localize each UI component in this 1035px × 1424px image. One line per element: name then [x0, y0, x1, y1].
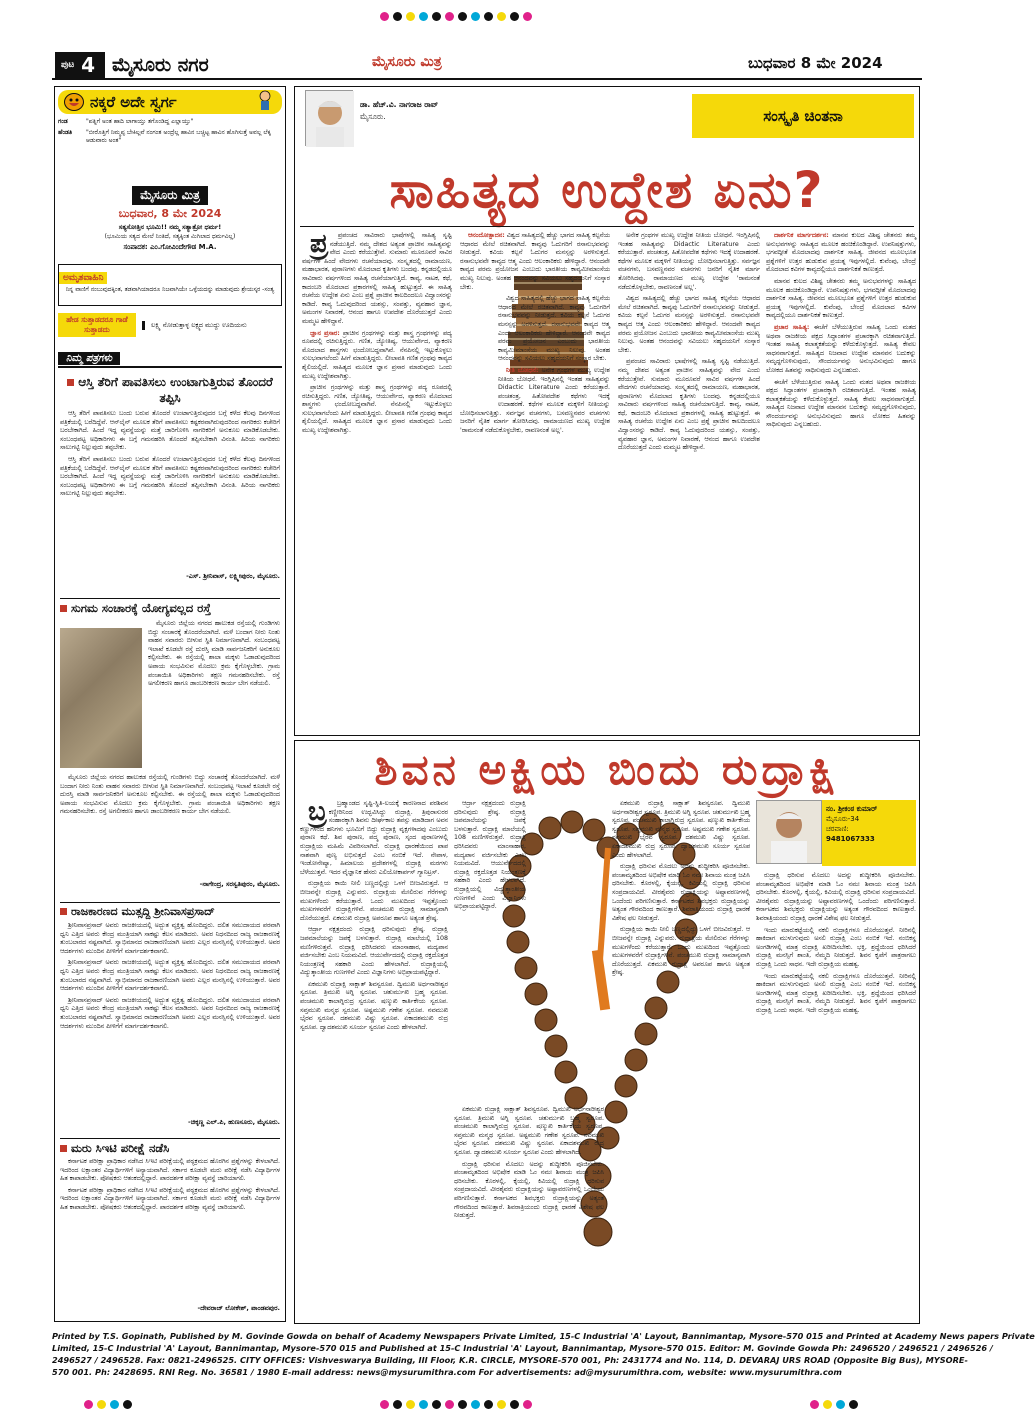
article-1-p12	[766, 324, 916, 376]
reg-dot	[445, 1400, 454, 1409]
letter-2-body-bottom	[60, 774, 280, 874]
reg-dot	[445, 12, 454, 21]
letter-3-body	[60, 922, 280, 1118]
reg-dot	[497, 1400, 506, 1409]
imprint-line-4: 570 001. Ph: 2428695. RNI Reg. No. 36581 / 1980 E-mail address: news@mysurumithra.com For advertisements: ad@mysurumithra.com, website: www.mysurumithra.com	[52, 1367, 842, 1377]
proverb-left: ಹೇಡ ಸುತ್ತಾಡದರೂ ಗಾಡೆ ಸುತ್ತಾಡದು	[58, 313, 136, 337]
article-2-p9: ರುದ್ರಾಕ್ಷಿ ಧರಿಸುವ ಮೊದಲು ಅದನ್ನು ಶುದ್ಧೀಕರಿಸಿ ಪೂಜಿಸಬೇಕು. ಪಂಚಾಮೃತದಿಂದ ಅಭಿಷೇಕ ಮಾಡಿ ಓಂ ನಮಃ ಶಿವಾಯ ಮಂತ್ರ ಜಪಿಸಿ ಧರಿಸಬೇಕು. ಕೊರಳಲ್ಲಿ, ಕೈಯಲ್ಲಿ, ಕಿವಿಯಲ್ಲಿ ರುದ್ರಾಕ್ಷಿ ಧರಿಸುವ ಸಂಪ್ರದಾಯವಿದೆ. ವೀರಶೈವರು ರುದ್ರಾಕ್ಷಿಯನ್ನು ಅಷ್ಟಾವರಣಗಳಲ್ಲಿ ಒಂದೆಂದು ಪರಿಗಣಿಸುತ್ತಾರೆ. ಕರ್ನಾಟಕದ ಶಿವಭಕ್ತರು ರುದ್ರಾಕ್ಷಿಯನ್ನು ಅತ್ಯಂತ ಗೌರವದಿಂದ ಕಾಣುತ್ತಾರೆ. ಶಿವರಾತ್ರಿಯಂದು ರುದ್ರಾಕ್ಷಿ ಧಾರಣೆ ವಿಶೇಷ ಫಲ ನೀಡುತ್ತದೆ.	[612, 863, 750, 922]
subhead-neeti: ನೀತಿ ಬೋಧನೆ:	[506, 366, 539, 374]
reg-dot	[110, 1400, 119, 1409]
reg-dot	[497, 12, 506, 21]
nakkare-text-2: "ಬೀರೊತ್ತಿಗೆ ನಿಮ್ಮಪ್ಪ ಬೇಕಿಲ್ಲವೆ ನಂಗಂತ ಅಂದ್ರೆಲ್ಲ ಹಾವಿನ ಬಚ್ಚಿಟ್ಟ ಹಾವಿನ ಹೊಗಿಸುತ್ತೆ ಅವಲ್ಲ ಲೆಕ್ಕ ಆಡುವಾರು ಅಂತ"	[86, 129, 271, 144]
article-2-author-box	[756, 800, 916, 866]
mm-line1: ಸತ್ಯಸೋತ್ತಿನ ಭೂಮಿ!! ನಮ್ಮ ಸತ್ಯಾತ್ರೋ ಧರ್ಮ!	[118, 223, 222, 231]
article-1-p10-text: ಮಾನವ ಕುಲದ ವಿಶಿಷ್ಟ ಚೇತನರು ತಮ್ಮ ಅನುಭವಗಳನ್ನು ಸಾಹಿತ್ಯದ ಮೂಲಕ ಹಂಚಿಕೊಂಡಿದ್ದಾರೆ. ಉಪನಿಷತ್ತುಗಳು, ಭಗವದ್ಗೀತೆ ಮೊದಲಾದವು ದಾರ್ಶನಿಕ ಸಾಹಿತ್ಯ. ಜೀವನದ ಮೂಲಭೂತ ಪ್ರಶ್ನೆಗಳಿಗೆ ಉತ್ತರ ಹುಡುಕುವ ಪ್ರಯತ್ನ ಇವುಗಳಲ್ಲಿದೆ. ಕುವೆಂಪು, ಬೇಂದ್ರೆ ಮೊದಲಾದ ಕವಿಗಳ ಕಾವ್ಯದಲ್ಲಿಯೂ ದಾರ್ಶನಿಕತೆ ಕಾಣುತ್ತದೆ.	[766, 232, 916, 274]
reg-dot	[510, 1400, 519, 1409]
article-2-p2: ರುದ್ರಾಕ್ಷಿಯ ಕಾಯಿ ನೀಲಿ ಬಣ್ಣದಲ್ಲಿದ್ದು ಒಳಗೆ ಬೀಜವಿರುತ್ತದೆ. ಆ ಬೀಜವನ್ನೇ ರುದ್ರಾಕ್ಷಿ ಎನ್ನುವರು. ರುದ್ರಾಕ್ಷಿಯ ಮೇಲಿರುವ ಗೆರೆಗಳನ್ನು ಮುಖಗಳೆಂದು ಕರೆಯುತ್ತಾರೆ. ಒಂದು ಮುಖದಿಂದ ಇಪ್ಪತ್ತೊಂದು ಮುಖಗಳವರೆಗೆ ರುದ್ರಾಕ್ಷಿಗಳಿವೆ. ಪಂಚಮುಖಿ ರುದ್ರಾಕ್ಷಿ ಸಾಮಾನ್ಯವಾಗಿ ದೊರೆಯುತ್ತದೆ. ಏಕಮುಖಿ ರುದ್ರಾಕ್ಷಿ ಅಪರೂಪ ಹಾಗೂ ಅತ್ಯಂತ ಶ್ರೇಷ್ಠ.	[300, 880, 448, 922]
proverb-box	[58, 310, 282, 340]
article-1-col-2	[460, 232, 610, 732]
reg-dot	[471, 12, 480, 21]
letter-4-title	[60, 1138, 280, 1155]
letter-2-paragraph: ಮೈಸೂರು ಜಿಲ್ಲೆಯ ನಗರದ ಹಾಲುಕಡ ರಸ್ತೆಯಲ್ಲಿ ಗುಂಡಿಗಳು ಬಿದ್ದು ಸಂಚಾರಕ್ಕೆ ತೊಂದರೆಯಾಗಿದೆ. ಮಳೆ ಬಂದಾಗ ನೀರು ನಿಂತು ವಾಹನ ಸವಾರರು ಬೀಳುವ ಸ್ಥಿತಿ ನಿರ್ಮಾಣವಾಗಿದೆ. ಸಂಬಂಧಪಟ್ಟ ಇಲಾಖೆ ಕೂಡಲೇ ರಸ್ತೆ ದುರಸ್ತಿ ಮಾಡಿ ಸಾರ್ವಜನಿಕರಿಗೆ ಅನುಕೂಲ ಕಲ್ಪಿಸಬೇಕು. ಈ ರಸ್ತೆಯಲ್ಲಿ ಶಾಲಾ ಮಕ್ಕಳು ಓಡಾಡುವುದರಿಂದ ಅಪಾಯ ಸಂಭವಿಸುವ ಮೊದಲು ಕ್ರಮ ಕೈಗೊಳ್ಳಬೇಕು. ಗ್ರಾಮ ಪಂಚಾಯಿತಿ ಅಧಿಕಾರಿಗಳು ತಕ್ಷಣ ಗಮನಹರಿಸಬೇಕು. ರಸ್ತೆ ಅಗಲೀಕರಣ ಹಾಗೂ ಡಾಂಬರೀಕರಣ ಕಾರ್ಯ ಬೇಗ ನಡೆಯಲಿ.	[148, 620, 280, 688]
article-2-phone: 9481067333	[826, 835, 875, 843]
article-2-p1-text: ಬ್ರಹ್ಮಾಂಡದ ಸೃಷ್ಟಿ-ಸ್ಥಿತಿ-ಲಯಕ್ಕೆ ಕಾರಣನಾದ ಪರಶಿವನ ಕಣ್ಣೀರಿನಿಂದ ಉದ್ಭವಿಸಿದ್ದು ರುದ್ರಾಕ್ಷಿ. ತ್ರಿಪುರಾಸುರರ ಸಂಹಾರಕ್ಕಾಗಿ ಶಿವನು ದೀರ್ಘಕಾಲ ತಪಸ್ಸು ಮಾಡಿದಾಗ ಅವನ ಕಣ್ಣುಗಳಿಂದ ಹನಿಗಳು ಭೂಮಿಗೆ ಬಿದ್ದು ರುದ್ರಾಕ್ಷಿ ವೃಕ್ಷಗಳಾದವು ಎಂಬುದು ಪುರಾಣ ಕಥೆ. ಶಿವ ಪುರಾಣ, ಪದ್ಮ ಪುರಾಣ, ಸ್ಕಂದ ಪುರಾಣಗಳಲ್ಲಿ ರುದ್ರಾಕ್ಷಿಯ ಮಹಿಮೆ ವಿವರಿಸಲಾಗಿದೆ. ರುದ್ರಾಕ್ಷಿ ಧಾರಣೆಯಿಂದ ಪಾಪ ನಾಶವಾಗಿ ಪುಣ್ಯ ಲಭಿಸುತ್ತದೆ ಎಂಬ ನಂಬಿಕೆ ಇದೆ. ನೇಪಾಳ, ಇಂಡೋನೇಷ್ಯಾ, ಹಿಮಾಲಯ ಪ್ರದೇಶಗಳಲ್ಲಿ ರುದ್ರಾಕ್ಷಿ ಮರಗಳು ಬೆಳೆಯುತ್ತವೆ. ಇದರ ವೈಜ್ಞಾನಿಕ ಹೆಸರು ಎಲಿಯೋಕಾರ್ಪಸ್ ಗ್ಯಾನಿಟ್ರಸ್.	[300, 800, 448, 876]
reg-dot	[458, 1400, 467, 1409]
article-1-p2-text: ಪ್ರಾಚೀನ ಗ್ರಂಥಗಳನ್ನು ಮತ್ತು ಶಾಸ್ತ್ರ ಗ್ರಂಥಗಳನ್ನು ಪದ್ಯ ರೂಪದಲ್ಲಿ ರಚಿಸುತ್ತಿದ್ದರು. ಗಣಿತ, ಜ್ಯೋತಿಷ್ಯ, ಆಯುರ್ವೇದ, ವ್ಯಾಕರಣ ಮೊದಲಾದ ಶಾಸ್ತ್ರಗಳು ಛಂದೋಬದ್ಧವಾಗಿವೆ. ನೆನಪಿನಲ್ಲಿ ಇಟ್ಟುಕೊಳ್ಳಲು ಸುಲಭವಾಗಲೆಂದು ಹೀಗೆ ಮಾಡುತ್ತಿದ್ದರು. ಲೀಲಾವತಿ ಗಣಿತ ಗ್ರಂಥವು ಕಾವ್ಯದ ಶೈಲಿಯಲ್ಲಿದೆ. ಸಾಹಿತ್ಯದ ಮೂಲಕ ಜ್ಞಾನ ಪ್ರಸಾರ ಮಾಡುವುದು ಒಂದು ಮುಖ್ಯ ಉದ್ದೇಶವಾಗಿತ್ತು.	[302, 329, 452, 380]
header-date: ಬುಧವಾರ 8 ಮೇ 2024	[748, 54, 883, 72]
cartoon-figure-icon	[254, 89, 276, 115]
reg-dot	[510, 12, 519, 21]
reg-dot	[823, 1400, 832, 1409]
article-1-p13: ಈಚೆಗೆ ಬೆಳೆಯುತ್ತಿರುವ ಸಾಹಿತ್ಯ ಒಂದು ಮತದ ಅಥವಾ ರಾಜಕೀಯ ಪಕ್ಷದ ಸಿದ್ಧಾಂತಗಳ ಪ್ರಚಾರಕ್ಕಾಗಿ ರಚಿತವಾಗುತ್ತಿದೆ. ಇಂತಹ ಸಾಹಿತ್ಯ ಕಲಾತ್ಮಕತೆಯನ್ನು ಕಳೆದುಕೊಳ್ಳುತ್ತದೆ. ಸಾಹಿತ್ಯ ಕೇವಲ ಸಾಧನವಾಗುತ್ತದೆ. ಸಾಹಿತ್ಯದ ನಿಜವಾದ ಉದ್ದೇಶ ಮಾನವನ ಬದುಕನ್ನು ಸಮೃದ್ಧಗೊಳಿಸುವುದು, ಸೌಂದರ್ಯವನ್ನು ಅನುಭವಿಸುವುದು ಹಾಗೂ ಲೋಕದ ಹಿತವನ್ನು ಸಾಧಿಸುವುದು ಎನ್ನಬಹುದು.	[766, 378, 916, 429]
letter-1-title	[60, 374, 280, 406]
letter-2-title	[60, 598, 280, 615]
article-1-p5: ವಿಶ್ವದ ಸಾಹಿತ್ಯದಲ್ಲಿ ಹೆಚ್ಚು ಭಾಗದ ಸಾಹಿತ್ಯ ಕಲ್ಪನೆಯ ಆಧಾರದ ಮೇಲೆ ರಚಿತವಾಗಿದೆ. ಕಾವ್ಯವು ಓದುಗರಿಗೆ ರಸಾನುಭವವನ್ನು ನೀಡುತ್ತದೆ. ಕವಿಯ ಕಲ್ಪನೆ ಓದುಗರ ಮನಸ್ಸನ್ನು ಅರಳಿಸುತ್ತದೆ. ರಸಾನುಭವವೇ ಕಾವ್ಯದ ಆತ್ಮ ಎಂದು ಆಲಂಕಾರಿಕರು ಹೇಳಿದ್ದಾರೆ. ಆನಂದವೇ ಕಾವ್ಯದ ಪರಮ ಪ್ರಯೋಜನ ಎಂಬುದು ಭಾರತೀಯ ಕಾವ್ಯಮೀಮಾಂಸೆಯ ಮುಖ್ಯ ನಿಲುವು. ಅಂತಹ ಆನಂದವನ್ನು ಸವಿಯಲು ಸಹೃದಯನಿಗೆ ಸಂಸ್ಕಾರ ಬೇಕು.	[498, 295, 610, 363]
article-2-phone-label: ಚರವಾಣಿ:	[826, 825, 849, 833]
article-2-col-3	[612, 800, 750, 1316]
laughing-face-icon	[64, 93, 84, 111]
article-1-p9: ಪ್ರಪಂಚದ ಸಾವಿರಾರು ಭಾಷೆಗಳಲ್ಲಿ ಸಾಹಿತ್ಯ ಸೃಷ್ಟಿ ನಡೆಯುತ್ತಿದೆ. ನಮ್ಮ ದೇಶದ ಅತ್ಯಂತ ಪ್ರಾಚೀನ ಸಾಹಿತ್ಯವನ್ನು ವೇದ ಎಂದು ಕರೆಯುತ್ತೇವೆ. ಸುಮಾರು ಮೂರೂವರೆ ಸಾವಿರ ವರ್ಷಗಳ ಹಿಂದೆ ವೇದಗಳು ರಚನೆಯಾದವು. ಸಂಸ್ಕೃತದಲ್ಲಿ ರಾಮಾಯಣ, ಮಹಾಭಾರತ, ಪುರಾಣಗಳು ಮೊದಲಾದ ಕೃತಿಗಳು ಬಂದವು. ಕನ್ನಡದಲ್ಲಿಯೂ ಸಾವಿರಾರು ವರ್ಷಗಳಿಂದ ಸಾಹಿತ್ಯ ರಚನೆಯಾಗುತ್ತಿದೆ. ಕಾವ್ಯ, ನಾಟಕ, ಕಥೆ, ಕಾದಂಬರಿ ಮೊದಲಾದ ಪ್ರಕಾರಗಳಲ್ಲಿ ಸಾಹಿತ್ಯ ಹುಟ್ಟುತ್ತದೆ. ಈ ಸಾಹಿತ್ಯ ರಚನೆಯ ಉದ್ದೇಶ ಏನು ಎಂಬ ಪ್ರಶ್ನೆ ಪ್ರಾಚೀನ ಕಾಲದಿಂದಲೂ ವಿದ್ವಾಂಸರನ್ನು ಕಾಡಿದೆ. ಕಾವ್ಯ ಓದುವುದರಿಂದ ಯಶಸ್ಸು, ಸಂಪತ್ತು, ವ್ಯವಹಾರ ಜ್ಞಾನ, ಅಮಂಗಳ ನಿವಾರಣೆ, ಆನಂದ ಹಾಗೂ ಉಪದೇಶ ದೊರೆಯುತ್ತದೆ ಎಂದು ಮಮ್ಮಟ ಹೇಳಿದ್ದಾನೆ.	[618, 358, 760, 452]
letter-1-paragraph: ಆಸ್ತಿ ತೆರಿಗೆ ಪಾವತಿಸಲು ಬಂದು ಬರುವ ತೊಂದರೆ ಉಂಟಾಗುತ್ತಿರುವುದರ ಬಗ್ಗೆ ಕಳೆದ ಕೆಲವು ದಿನಗಳಿಂದ ಪತ್ರಿಕೆಯಲ್ಲಿ ಬರೆದಿದ್ದೆವೆ. ಆನ್‌ಲೈನ್ ಮೂಲಕ ತೆರಿಗೆ ಪಾವತಿಸಲು ಕಷ್ಟಕರವಾಗಿರುವುದರಿಂದ ನಾಗರಿಕರು ಕಚೇರಿಗೆ ಬರಬೇಕಾಗಿದೆ. ಹಿಂದೆ ಇದ್ದ ವ್ಯವಸ್ಥೆಯನ್ನು ಮತ್ತೆ ಜಾರಿಗೊಳಿಸಿ ನಾಗರಿಕರಿಗೆ ಅನುಕೂಲ ಮಾಡಿಕೊಡಬೇಕು. ಸಂಬಂಧಪಟ್ಟ ಅಧಿಕಾರಿಗಳು ಈ ಬಗ್ಗೆ ಗಮನಹರಿಸಿ ತೊಂದರೆ ತಪ್ಪಿಸಬೇಕಾಗಿ ವಿನಂತಿ. ಹಿರಿಯ ನಾಗರಿಕರು ಸಾಲುಗಟ್ಟಿ ನಿಲ್ಲುವುದು ತಪ್ಪಬೇಕು.	[60, 410, 280, 452]
nakkare-text-1: "ಪತ್ನಿಗೆ ಅಂತ ಹಾದಿ ಲಾಗಾಯ್ತು ತಗೊಂಡಿದ್ದ ಎಲ್ಲಾಯ್ತು"	[86, 118, 194, 125]
title-rule	[300, 226, 914, 227]
article-2-p4: ಏಕಮುಖಿ ರುದ್ರಾಕ್ಷಿ ಸಾಕ್ಷಾತ್ ಶಿವಸ್ವರೂಪ. ದ್ವಿಮುಖಿ ಅರ್ಧನಾರೀಶ್ವರ ಸ್ವರೂಪ. ತ್ರಿಮುಖಿ ಅಗ್ನಿ ಸ್ವರೂಪ. ಚತುರ್ಮುಖಿ ಬ್ರಹ್ಮ ಸ್ವರೂಪ. ಪಂಚಮುಖಿ ಕಾಲಾಗ್ನಿರುದ್ರ ಸ್ವರೂಪ. ಷಣ್ಮುಖಿ ಕಾರ್ತಿಕೇಯ ಸ್ವರೂಪ. ಸಪ್ತಮುಖಿ ಮನ್ಮಥ ಸ್ವರೂಪ. ಅಷ್ಟಮುಖಿ ಗಣೇಶ ಸ್ವರೂಪ. ನವಮುಖಿ ಭೈರವ ಸ್ವರೂಪ. ದಶಮುಖಿ ವಿಷ್ಣು ಸ್ವರೂಪ. ಏಕಾದಶಮುಖಿ ರುದ್ರ ಸ್ವರೂಪ. ದ್ವಾದಶಮುಖಿ ಸೂರ್ಯ ಸ್ವರೂಪ ಎಂದು ಹೇಳಲಾಗಿದೆ.	[300, 980, 448, 1031]
amrutha-title: ಅಮೃತವಾಹಿನಿ	[59, 272, 107, 284]
letter-4	[60, 1138, 280, 1318]
letter-2	[60, 598, 280, 898]
article-1-p10	[766, 232, 916, 275]
letter-2-signature: -ನಾಗೇಂದ್ರ, ಸರಸ್ವತಿಪುರಂ, ಮೈಸೂರು.	[199, 880, 280, 888]
author-place: ಮೈಸೂರು.	[360, 112, 386, 121]
nakkare-box	[58, 90, 282, 180]
reg-dot	[432, 12, 441, 21]
letters-section-title: ನಿಮ್ಮ ಪತ್ರಗಳು	[58, 352, 120, 365]
reg-dot	[380, 1400, 389, 1409]
letter-4-paragraph: ಕರ್ನಾಟಕ ಪರೀಕ್ಷಾ ಪ್ರಾಧಿಕಾರ ನಡೆಸಿದ ಸಿಇಟಿ ಪರೀಕ್ಷೆಯಲ್ಲಿ ಪಠ್ಯಕ್ರಮದ ಹೊರಗಿನ ಪ್ರಶ್ನೆಗಳನ್ನು ಕೇಳಲಾಗಿದೆ. ಇದರಿಂದ ಲಕ್ಷಾಂತರ ವಿದ್ಯಾರ್ಥಿಗಳಿಗೆ ಅನ್ಯಾಯವಾಗಿದೆ. ಸರ್ಕಾರ ಕೂಡಲೇ ಮರು ಪರೀಕ್ಷೆ ನಡೆಸಿ ವಿದ್ಯಾರ್ಥಿಗಳ ಹಿತ ಕಾಪಾಡಬೇಕು. ಪೋಷಕರು ಆತಂಕದಲ್ಲಿದ್ದಾರೆ. ಪಾರದರ್ಶಕ ಪರೀಕ್ಷಾ ವ್ಯವಸ್ಥೆ ಜಾರಿಯಾಗಲಿ.	[60, 1158, 280, 1183]
article-2-p8: ಏಕಮುಖಿ ರುದ್ರಾಕ್ಷಿ ಸಾಕ್ಷಾತ್ ಶಿವಸ್ವರೂಪ. ದ್ವಿಮುಖಿ ಅರ್ಧನಾರೀಶ್ವರ ಸ್ವರೂಪ. ತ್ರಿಮುಖಿ ಅಗ್ನಿ ಸ್ವರೂಪ. ಚತುರ್ಮುಖಿ ಬ್ರಹ್ಮ ಸ್ವರೂಪ. ಪಂಚಮುಖಿ ಕಾಲಾಗ್ನಿರುದ್ರ ಸ್ವರೂಪ. ಷಣ್ಮುಖಿ ಕಾರ್ತಿಕೇಯ ಸ್ವರೂಪ. ಸಪ್ತಮುಖಿ ಮನ್ಮಥ ಸ್ವರೂಪ. ಅಷ್ಟಮುಖಿ ಗಣೇಶ ಸ್ವರೂಪ. ನವಮುಖಿ ಭೈರವ ಸ್ವರೂಪ. ದಶಮುಖಿ ವಿಷ್ಣು ಸ್ವರೂಪ. ಏಕಾದಶಮುಖಿ ರುದ್ರ ಸ್ವರೂಪ. ದ್ವಾದಶಮುಖಿ ಸೂರ್ಯ ಸ್ವರೂಪ ಎಂದು ಹೇಳಲಾಗಿದೆ.	[612, 800, 750, 859]
reg-dot	[406, 1400, 415, 1409]
imprint-line-1: Printed by T.S. Gopinath, Published by M. Govinde Gowda on behalf of Academy Newspapers Private Limited, 15-C Industrial 'A' Layout, Bannimantap, Mysore-570 015 and Printed at Academy News papers Private	[52, 1331, 1035, 1341]
amrutha-box	[58, 264, 282, 306]
registration-marks-side	[84, 1400, 132, 1409]
subhead-ananda: ಆನಂದೋತ್ಪಾದನ:	[468, 232, 505, 239]
reg-dot	[393, 12, 402, 21]
article-1-p12-text: ಈಚೆಗೆ ಬೆಳೆಯುತ್ತಿರುವ ಸಾಹಿತ್ಯ ಒಂದು ಮತದ ಅಥವಾ ರಾಜಕೀಯ ಪಕ್ಷದ ಸಿದ್ಧಾಂತಗಳ ಪ್ರಚಾರಕ್ಕಾಗಿ ರಚಿತವಾಗುತ್ತಿದೆ. ಇಂತಹ ಸಾಹಿತ್ಯ ಕಲಾತ್ಮಕತೆಯನ್ನು ಕಳೆದುಕೊಳ್ಳುತ್ತದೆ. ಸಾಹಿತ್ಯ ಕೇವಲ ಸಾಧನವಾಗುತ್ತದೆ. ಸಾಹಿತ್ಯದ ನಿಜವಾದ ಉದ್ದೇಶ ಮಾನವನ ಬದುಕನ್ನು ಸಮೃದ್ಧಗೊಳಿಸುವುದು, ಸೌಂದರ್ಯವನ್ನು ಅನುಭವಿಸುವುದು ಹಾಗೂ ಲೋಕದ ಹಿತವನ್ನು ಸಾಧಿಸುವುದು ಎನ್ನಬಹುದು.	[766, 323, 916, 374]
reg-dot	[419, 1400, 428, 1409]
nakkare-label-2: ಹೆಂಡತಿ	[58, 129, 73, 136]
bullet-icon	[60, 908, 67, 915]
reg-dot	[849, 1400, 858, 1409]
letter-1	[60, 374, 280, 592]
letter-3-title	[60, 902, 280, 919]
bullet-icon	[60, 605, 67, 612]
letter-1-body	[60, 410, 280, 570]
nakkare-title: ನಕ್ಕರೆ ಅದೇ ಸ್ವರ್ಗ	[90, 93, 177, 111]
registration-marks-top	[380, 12, 570, 24]
article-2-col-2	[454, 800, 526, 1100]
article-2-author-photo	[756, 800, 822, 864]
article-1-p8: ವಿಶ್ವದ ಸಾಹಿತ್ಯದಲ್ಲಿ ಹೆಚ್ಚು ಭಾಗದ ಸಾಹಿತ್ಯ ಕಲ್ಪನೆಯ ಆಧಾರದ ಮೇಲೆ ರಚಿತವಾಗಿದೆ. ಕಾವ್ಯವು ಓದುಗರಿಗೆ ರಸಾನುಭವವನ್ನು ನೀಡುತ್ತದೆ. ಕವಿಯ ಕಲ್ಪನೆ ಓದುಗರ ಮನಸ್ಸನ್ನು ಅರಳಿಸುತ್ತದೆ. ರಸಾನುಭವವೇ ಕಾವ್ಯದ ಆತ್ಮ ಎಂದು ಆಲಂಕಾರಿಕರು ಹೇಳಿದ್ದಾರೆ. ಆನಂದವೇ ಕಾವ್ಯದ ಪರಮ ಪ್ರಯೋಜನ ಎಂಬುದು ಭಾರತೀಯ ಕಾವ್ಯಮೀಮಾಂಸೆಯ ಮುಖ್ಯ ನಿಲುವು. ಅಂತಹ ಆನಂದವನ್ನು ಸವಿಯಲು ಸಹೃದಯನಿಗೆ ಸಂಸ್ಕಾರ ಬೇಕು.	[618, 295, 760, 354]
letter-4-title-text: ಮರು ಸಿಇಟಿ ಪರೀಕ್ಷೆ ನಡೆಸಿ	[71, 1141, 170, 1155]
letter-1-title-text: ಆಸ್ತಿ ತೆರಿಗೆ ಪಾವತಿಸಲು ಉಂಟಾಗುತ್ತಿರುವ ತೊಂದರೆ ತಪ್ಪಿಸಿ	[78, 375, 273, 405]
author-name: ಡಾ. ಹೆಚ್.ವಿ. ನಾಗರಾಜ ರಾವ್	[360, 100, 439, 109]
article-2-p3: ಆರ್ದ್ರಾ ನಕ್ಷತ್ರದಂದು ರುದ್ರಾಕ್ಷಿ ಧರಿಸುವುದು ಶ್ರೇಷ್ಠ. ರುದ್ರಾಕ್ಷಿ ಜಪಮಾಲೆಯನ್ನು ಜಪಕ್ಕೆ ಬಳಸುತ್ತಾರೆ. ರುದ್ರಾಕ್ಷಿ ಮಾಲೆಯಲ್ಲಿ 108 ಮಣಿಗಳಿರುತ್ತವೆ. ರುದ್ರಾಕ್ಷಿ ಧರಿಸಿದವರು ಮಾಂಸಾಹಾರ, ಮದ್ಯಪಾನ ವರ್ಜಿಸಬೇಕು ಎಂಬ ನಿಯಮವಿದೆ. ಆಯುರ್ವೇದದಲ್ಲಿ ರುದ್ರಾಕ್ಷಿ ರಕ್ತದೊತ್ತಡ ನಿಯಂತ್ರಣಕ್ಕೆ ಸಹಕಾರಿ ಎಂದು ಹೇಳಲಾಗಿದೆ. ರುದ್ರಾಕ್ಷಿಯಲ್ಲಿ ವಿದ್ಯುತ್ಕಾಂತೀಯ ಗುಣಗಳಿವೆ ಎಂದು ವಿಜ್ಞಾನಿಗಳು ಅಭಿಪ್ರಾಯಪಟ್ಟಿದ್ದಾರೆ.	[300, 926, 448, 977]
subhead-darshanika: ದಾರ್ಶನಿಕ ಮಾರ್ಗದರ್ಶನ:	[774, 232, 829, 239]
article-2-col-1	[300, 797, 448, 1316]
column-title: ಸಂಸ್ಕೃತಿ ಚಿಂತನಾ	[763, 107, 843, 125]
reg-dot	[484, 1400, 493, 1409]
reg-dot	[393, 1400, 402, 1409]
nakkare-label-1: ಗಂಡ	[58, 118, 68, 125]
article-2-p13: ಇಂದು ಮಾರುಕಟ್ಟೆಯಲ್ಲಿ ನಕಲಿ ರುದ್ರಾಕ್ಷಿಗಳೂ ದೊರೆಯುತ್ತವೆ. ನೀರಿನಲ್ಲಿ ಹಾಕಿದಾಗ ಮುಳುಗುವುದು ಅಸಲಿ ರುದ್ರಾಕ್ಷಿ ಎಂಬ ನಂಬಿಕೆ ಇದೆ. ನಂಬಿಕಸ್ಥ ಅಂಗಡಿಗಳಲ್ಲಿ ಮಾತ್ರ ರುದ್ರಾಕ್ಷಿ ಖರೀದಿಸಬೇಕು. ಭಕ್ತಿ, ಶ್ರದ್ಧೆಯಿಂದ ಧರಿಸಿದರೆ ರುದ್ರಾಕ್ಷಿ ಮನಸ್ಸಿಗೆ ಶಾಂತಿ, ನೆಮ್ಮದಿ ನೀಡುತ್ತದೆ. ಶಿವನ ಕೃಪೆಗೆ ಪಾತ್ರರಾಗಲು ರುದ್ರಾಕ್ಷಿ ಒಂದು ಸಾಧನ. ಇದೇ ರುದ್ರಾಕ್ಷಿಯ ಮಹತ್ವ.	[756, 972, 916, 1014]
mm-logo: ಮೈಸೂರು ಮಿತ್ರ	[132, 186, 208, 205]
letter-2-body-top	[148, 620, 280, 770]
article-2-author-place: ಮೈಸೂರು-34	[826, 815, 860, 823]
article-2-author-name: ನಂ. ಶ್ರೀಕಂಠ ಕುಮಾರ್	[826, 805, 878, 813]
article-1-p3: ಪ್ರಾಚೀನ ಗ್ರಂಥಗಳನ್ನು ಮತ್ತು ಶಾಸ್ತ್ರ ಗ್ರಂಥಗಳನ್ನು ಪದ್ಯ ರೂಪದಲ್ಲಿ ರಚಿಸುತ್ತಿದ್ದರು. ಗಣಿತ, ಜ್ಯೋತಿಷ್ಯ, ಆಯುರ್ವೇದ, ವ್ಯಾಕರಣ ಮೊದಲಾದ ಶಾಸ್ತ್ರಗಳು ಛಂದೋಬದ್ಧವಾಗಿವೆ. ನೆನಪಿನಲ್ಲಿ ಇಟ್ಟುಕೊಳ್ಳಲು ಸುಲಭವಾಗಲೆಂದು ಹೀಗೆ ಮಾಡುತ್ತಿದ್ದರು. ಲೀಲಾವತಿ ಗಣಿತ ಗ್ರಂಥವು ಕಾವ್ಯದ ಶೈಲಿಯಲ್ಲಿದೆ. ಸಾಹಿತ್ಯದ ಮೂಲಕ ಜ್ಞಾನ ಪ್ರಸಾರ ಮಾಡುವುದು ಒಂದು ಮುಖ್ಯ ಉದ್ದೇಶವಾಗಿತ್ತು.	[302, 384, 452, 435]
registration-marks-bottom	[380, 1400, 570, 1412]
reg-dot	[523, 1400, 532, 1409]
article-2-p11: ರುದ್ರಾಕ್ಷಿ ಧರಿಸುವ ಮೊದಲು ಅದನ್ನು ಶುದ್ಧೀಕರಿಸಿ ಪೂಜಿಸಬೇಕು. ಪಂಚಾಮೃತದಿಂದ ಅಭಿಷೇಕ ಮಾಡಿ ಓಂ ನಮಃ ಶಿವಾಯ ಮಂತ್ರ ಜಪಿಸಿ ಧರಿಸಬೇಕು. ಕೊರಳಲ್ಲಿ, ಕೈಯಲ್ಲಿ, ಕಿವಿಯಲ್ಲಿ ರುದ್ರಾಕ್ಷಿ ಧರಿಸುವ ಸಂಪ್ರದಾಯವಿದೆ. ವೀರಶೈವರು ರುದ್ರಾಕ್ಷಿಯನ್ನು ಅಷ್ಟಾವರಣಗಳಲ್ಲಿ ಒಂದೆಂದು ಪರಿಗಣಿಸುತ್ತಾರೆ. ಕರ್ನಾಟಕದ ಶಿವಭಕ್ತರು ರುದ್ರಾಕ್ಷಿಯನ್ನು ಅತ್ಯಂತ ಗೌರವದಿಂದ ಕಾಣುತ್ತಾರೆ. ಶಿವರಾತ್ರಿಯಂದು ರುದ್ರಾಕ್ಷಿ ಧಾರಣೆ ವಿಶೇಷ ಫಲ ನೀಡುತ್ತದೆ.	[756, 872, 916, 922]
reg-dot	[471, 1400, 480, 1409]
article-1-col-4	[766, 232, 916, 732]
masthead-logo: ಮೈಸೂರು ಮಿತ್ರ	[372, 54, 442, 70]
subhead-jnana: ಜ್ಞಾನ ಪ್ರಸಾರ:	[310, 329, 340, 337]
article-2-p5: ಆರ್ದ್ರಾ ನಕ್ಷತ್ರದಂದು ರುದ್ರಾಕ್ಷಿ ಧರಿಸುವುದು ಶ್ರೇಷ್ಠ. ರುದ್ರಾಕ್ಷಿ ಜಪಮಾಲೆಯನ್ನು ಜಪಕ್ಕೆ ಬಳಸುತ್ತಾರೆ. ರುದ್ರಾಕ್ಷಿ ಮಾಲೆಯಲ್ಲಿ 108 ಮಣಿಗಳಿರುತ್ತವೆ. ರುದ್ರಾಕ್ಷಿ ಧರಿಸಿದವರು ಮಾಂಸಾಹಾರ, ಮದ್ಯಪಾನ ವರ್ಜಿಸಬೇಕು ಎಂಬ ನಿಯಮವಿದೆ. ಆಯುರ್ವೇದದಲ್ಲಿ ರುದ್ರಾಕ್ಷಿ ರಕ್ತದೊತ್ತಡ ನಿಯಂತ್ರಣಕ್ಕೆ ಸಹಕಾರಿ ಎಂದು ಹೇಳಲಾಗಿದೆ. ರುದ್ರಾಕ್ಷಿಯಲ್ಲಿ ವಿದ್ಯುತ್ಕಾಂತೀಯ ಗುಣಗಳಿವೆ ಎಂದು ವಿಜ್ಞಾನಿಗಳು ಅಭಿಪ್ರಾಯಪಟ್ಟಿದ್ದಾರೆ.	[454, 800, 526, 911]
page-number-tag	[55, 52, 105, 78]
article-1-p6-text: ಅನೇಕ ಗ್ರಂಥಗಳ ಮುಖ್ಯ ಉದ್ದೇಶ ನೀತಿಯ ಬೋಧನೆ. ಇಂಗ್ಲಿಷಿನಲ್ಲಿ ಇಂತಹ ಸಾಹಿತ್ಯವನ್ನು Didactic Literature ಎಂದು ಕರೆಯುತ್ತಾರೆ. ಪಂಚತಂತ್ರ, ಹಿತೋಪದೇಶ ಕಥೆಗಳು ಇದಕ್ಕೆ ಉದಾಹರಣೆ. ಕಥೆಗಳ ಮೂಲಕ ಮಕ್ಕಳಿಗೆ ನೀತಿಯನ್ನು ಬೋಧಿಸಲಾಗುತ್ತಿತ್ತು. ಸರ್ವಜ್ಞನ ವಚನಗಳು, ಬಸವಣ್ಣನವರ ವಚನಗಳು ಜನರಿಗೆ ನೈತಿಕ ಮಾರ್ಗ ತೋರಿಸಿದವು. ರಾಮಾಯಣದ ಮುಖ್ಯ ಉದ್ದೇಶ 'ರಾಮನಂತೆ ನಡೆದುಕೊಳ್ಳಬೇಕು, ರಾವಣನಂತೆ ಅಲ್ಲ'.	[460, 366, 610, 435]
article-1-p4-text: ವಿಶ್ವದ ಸಾಹಿತ್ಯದಲ್ಲಿ ಹೆಚ್ಚು ಭಾಗದ ಸಾಹಿತ್ಯ ಕಲ್ಪನೆಯ ಆಧಾರದ ಮೇಲೆ ರಚಿತವಾಗಿದೆ. ಕಾವ್ಯವು ಓದುಗರಿಗೆ ರಸಾನುಭವವನ್ನು ನೀಡುತ್ತದೆ. ಕವಿಯ ಕಲ್ಪನೆ ಓದುಗರ ಮನಸ್ಸನ್ನು ಅರಳಿಸುತ್ತದೆ. ರಸಾನುಭವವೇ ಕಾವ್ಯದ ಆತ್ಮ ಎಂದು ಆಲಂಕಾರಿಕರು ಹೇಳಿದ್ದಾರೆ. ಆನಂದವೇ ಕಾವ್ಯದ ಪರಮ ಪ್ರಯೋಜನ ಎಂಬುದು ಭಾರತೀಯ ಕಾವ್ಯಮೀಮಾಂಸೆಯ ಮುಖ್ಯ ನಿಲುವು. ಅಂತಹ ಆನಂದವನ್ನು ಸವಿಯಲು ಸಹೃದಯನಿಗೆ ಸಂಸ್ಕಾರ ಬೇಕು.	[460, 232, 610, 291]
letter-3-paragraph-2: ಶ್ರೀನಿವಾಸಪ್ರಸಾದ್ ಅವರು ರಾಜಕೀಯದಲ್ಲಿ ಅದ್ಭುತ ವ್ಯಕ್ತಿತ್ವ ಹೊಂದಿದ್ದರು. ದಲಿತ ಸಮುದಾಯದ ಪರವಾಗಿ ಧ್ವನಿ ಎತ್ತಿದ ಅವರು ಕೇಂದ್ರ ಮಂತ್ರಿಯಾಗಿ ಸಾಕಷ್ಟು ಕೆಲಸ ಮಾಡಿದರು. ಅವರ ನಿಧನದಿಂದ ರಾಜ್ಯ ರಾಜಕಾರಣಕ್ಕೆ ತುಂಬಲಾರದ ನಷ್ಟವಾಗಿದೆ. ಸ್ವಾಭಿಮಾನದ ರಾಜಕಾರಣಿಯಾಗಿ ಅವರು ಎಲ್ಲರ ಮನಸ್ಸಿನಲ್ಲಿ ಉಳಿಯುತ್ತಾರೆ. ಅವರ ಆದರ್ಶಗಳು ಮುಂದಿನ ಪೀಳಿಗೆಗೆ ಮಾರ್ಗದರ್ಶಕವಾಗಲಿ.	[60, 959, 280, 993]
letter-1-paragraph-2: ಆಸ್ತಿ ತೆರಿಗೆ ಪಾವತಿಸಲು ಬಂದು ಬರುವ ತೊಂದರೆ ಉಂಟಾಗುತ್ತಿರುವುದರ ಬಗ್ಗೆ ಕಳೆದ ಕೆಲವು ದಿನಗಳಿಂದ ಪತ್ರಿಕೆಯಲ್ಲಿ ಬರೆದಿದ್ದೆವೆ. ಆನ್‌ಲೈನ್ ಮೂಲಕ ತೆರಿಗೆ ಪಾವತಿಸಲು ಕಷ್ಟಕರವಾಗಿರುವುದರಿಂದ ನಾಗರಿಕರು ಕಚೇರಿಗೆ ಬರಬೇಕಾಗಿದೆ. ಹಿಂದೆ ಇದ್ದ ವ್ಯವಸ್ಥೆಯನ್ನು ಮತ್ತೆ ಜಾರಿಗೊಳಿಸಿ ನಾಗರಿಕರಿಗೆ ಅನುಕೂಲ ಮಾಡಿಕೊಡಬೇಕು. ಸಂಬಂಧಪಟ್ಟ ಅಧಿಕಾರಿಗಳು ಈ ಬಗ್ಗೆ ಗಮನಹರಿಸಿ ತೊಂದರೆ ತಪ್ಪಿಸಬೇಕಾಗಿ ವಿನಂತಿ. ಹಿರಿಯ ನಾಗರಿಕರು ಸಾಲುಗಟ್ಟಿ ನಿಲ್ಲುವುದು ತಪ್ಪಬೇಕು.	[60, 455, 280, 498]
article-2-p1	[300, 797, 448, 877]
article-2-p6: ಏಕಮುಖಿ ರುದ್ರಾಕ್ಷಿ ಸಾಕ್ಷಾತ್ ಶಿವಸ್ವರೂಪ. ದ್ವಿಮುಖಿ ಅರ್ಧನಾರೀಶ್ವರ ಸ್ವರೂಪ. ತ್ರಿಮುಖಿ ಅಗ್ನಿ ಸ್ವರೂಪ. ಚತುರ್ಮುಖಿ ಬ್ರಹ್ಮ ಸ್ವರೂಪ. ಪಂಚಮುಖಿ ಕಾಲಾಗ್ನಿರುದ್ರ ಸ್ವರೂಪ. ಷಣ್ಮುಖಿ ಕಾರ್ತಿಕೇಯ ಸ್ವರೂಪ. ಸಪ್ತಮುಖಿ ಮನ್ಮಥ ಸ್ವರೂಪ. ಅಷ್ಟಮುಖಿ ಗಣೇಶ ಸ್ವರೂಪ. ನವಮುಖಿ ಭೈರವ ಸ್ವರೂಪ. ದಶಮುಖಿ ವಿಷ್ಣು ಸ್ವರೂಪ. ಏಕಾದಶಮುಖಿ ರುದ್ರ ಸ್ವರೂಪ. ದ್ವಾದಶಮುಖಿ ಸೂರ್ಯ ಸ್ವರೂಪ ಎಂದು ಹೇಳಲಾಗಿದೆ.	[454, 1106, 604, 1156]
reg-dot	[810, 1400, 819, 1409]
article-1-p2	[302, 330, 452, 382]
reg-dot	[432, 1400, 441, 1409]
road-photo	[60, 628, 142, 768]
registration-marks-side-right	[810, 1400, 858, 1409]
imprint-footer	[52, 1330, 1035, 1378]
article-1-col-3	[618, 232, 760, 732]
article-1-title: ಸಾಹಿತ್ಯದ ಉದ್ದೇಶ ಏನು?	[389, 161, 825, 219]
letter-4-paragraph-2: ಕರ್ನಾಟಕ ಪರೀಕ್ಷಾ ಪ್ರಾಧಿಕಾರ ನಡೆಸಿದ ಸಿಇಟಿ ಪರೀಕ್ಷೆಯಲ್ಲಿ ಪಠ್ಯಕ್ರಮದ ಹೊರಗಿನ ಪ್ರಶ್ನೆಗಳನ್ನು ಕೇಳಲಾಗಿದೆ. ಇದರಿಂದ ಲಕ್ಷಾಂತರ ವಿದ್ಯಾರ್ಥಿಗಳಿಗೆ ಅನ್ಯಾಯವಾಗಿದೆ. ಸರ್ಕಾರ ಕೂಡಲೇ ಮರು ಪರೀಕ್ಷೆ ನಡೆಸಿ ವಿದ್ಯಾರ್ಥಿಗಳ ಹಿತ ಕಾಪಾಡಬೇಕು. ಪೋಷಕರು ಆತಂಕದಲ್ಲಿದ್ದಾರೆ. ಪಾರದರ್ಶಕ ಪರೀಕ್ಷಾ ವ್ಯವಸ್ಥೆ ಜಾರಿಯಾಗಲಿ.	[60, 1186, 280, 1211]
proverb-right: ಲಕ್ಷ್ಮಿ ನೋಡುತ್ತಾಳ್ಳ ಲಕ್ಷ್ಮದ ಮುದ್ದು ಊದಿಯನು	[142, 321, 282, 330]
article-1-col-1	[302, 229, 452, 732]
reg-dot	[523, 12, 532, 21]
letter-4-signature: -ದೇವರಾಜ್ ಲೋಕೇಶ್, ಪಾಂಡವಪುರ.	[197, 1304, 280, 1312]
letter-3	[60, 902, 280, 1134]
reg-dot	[419, 12, 428, 21]
reg-dot	[458, 12, 467, 21]
letter-2-title-text: ಸುಗಮ ಸಂಚಾರಕ್ಕೆ ಯೋಗ್ಯವಲ್ಲದ ರಸ್ತೆ	[71, 601, 211, 615]
article-1-p1-text: ಪ್ರಪಂಚದ ಸಾವಿರಾರು ಭಾಷೆಗಳಲ್ಲಿ ಸಾಹಿತ್ಯ ಸೃಷ್ಟಿ ನಡೆಯುತ್ತಿದೆ. ನಮ್ಮ ದೇಶದ ಅತ್ಯಂತ ಪ್ರಾಚೀನ ಸಾಹಿತ್ಯವನ್ನು ವೇದ ಎಂದು ಕರೆಯುತ್ತೇವೆ. ಸುಮಾರು ಮೂರೂವರೆ ಸಾವಿರ ವರ್ಷಗಳ ಹಿಂದೆ ವೇದಗಳು ರಚನೆಯಾದವು. ಸಂಸ್ಕೃತದಲ್ಲಿ ರಾಮಾಯಣ, ಮಹಾಭಾರತ, ಪುರಾಣಗಳು ಮೊದಲಾದ ಕೃತಿಗಳು ಬಂದವು. ಕನ್ನಡದಲ್ಲಿಯೂ ಸಾವಿರಾರು ವರ್ಷಗಳಿಂದ ಸಾಹಿತ್ಯ ರಚನೆಯಾಗುತ್ತಿದೆ. ಕಾವ್ಯ, ನಾಟಕ, ಕಥೆ, ಕಾದಂಬರಿ ಮೊದಲಾದ ಪ್ರಕಾರಗಳಲ್ಲಿ ಸಾಹಿತ್ಯ ಹುಟ್ಟುತ್ತದೆ. ಈ ಸಾಹಿತ್ಯ ರಚನೆಯ ಉದ್ದೇಶ ಏನು ಎಂಬ ಪ್ರಶ್ನೆ ಪ್ರಾಚೀನ ಕಾಲದಿಂದಲೂ ವಿದ್ವಾಂಸರನ್ನು ಕಾಡಿದೆ. ಕಾವ್ಯ ಓದುವುದರಿಂದ ಯಶಸ್ಸು, ಸಂಪತ್ತು, ವ್ಯವಹಾರ ಜ್ಞಾನ, ಅಮಂಗಳ ನಿವಾರಣೆ, ಆನಂದ ಹಾಗೂ ಉಪದೇಶ ದೊರೆಯುತ್ತದೆ ಎಂದು ಮಮ್ಮಟ ಹೇಳಿದ್ದಾನೆ.	[302, 232, 452, 325]
reg-dot	[380, 12, 389, 21]
subhead-prachara: ಪ್ರಚಾರ ಸಾಹಿತ್ಯ:	[774, 323, 810, 331]
reg-dot	[406, 12, 415, 21]
nakkare-banner	[58, 90, 282, 114]
letter-1-signature: -ಎಸ್. ಶ್ರೀನಿವಾಸ್, ಲಕ್ಷ್ಮೀಪುರಂ, ಮೈಸೂರು.	[186, 572, 280, 580]
reg-dot	[123, 1400, 132, 1409]
reg-dot	[484, 12, 493, 21]
page-label: ಪುಟ	[61, 60, 75, 70]
bullet-icon	[67, 379, 74, 386]
drop-cap-2: ಬ್ರ	[308, 797, 327, 827]
reg-dot	[84, 1400, 93, 1409]
article-2-p12: ಇಂದು ಮಾರುಕಟ್ಟೆಯಲ್ಲಿ ನಕಲಿ ರುದ್ರಾಕ್ಷಿಗಳೂ ದೊರೆಯುತ್ತವೆ. ನೀರಿನಲ್ಲಿ ಹಾಕಿದಾಗ ಮುಳುಗುವುದು ಅಸಲಿ ರುದ್ರಾಕ್ಷಿ ಎಂಬ ನಂಬಿಕೆ ಇದೆ. ನಂಬಿಕಸ್ಥ ಅಂಗಡಿಗಳಲ್ಲಿ ಮಾತ್ರ ರುದ್ರಾಕ್ಷಿ ಖರೀದಿಸಬೇಕು. ಭಕ್ತಿ, ಶ್ರದ್ಧೆಯಿಂದ ಧರಿಸಿದರೆ ರುದ್ರಾಕ್ಷಿ ಮನಸ್ಸಿಗೆ ಶಾಂತಿ, ನೆಮ್ಮದಿ ನೀಡುತ್ತದೆ. ಶಿವನ ಕೃಪೆಗೆ ಪಾತ್ರರಾಗಲು ರುದ್ರಾಕ್ಷಿ ಒಂದು ಸಾಧನ. ಇದೇ ರುದ್ರಾಕ್ಷಿಯ ಮಹತ್ವ.	[756, 926, 916, 968]
mm-date: ಬುಧವಾರ, 8 ಮೇ 2024	[118, 207, 222, 220]
letter-3-paragraph-3: ಶ್ರೀನಿವಾಸಪ್ರಸಾದ್ ಅವರು ರಾಜಕೀಯದಲ್ಲಿ ಅದ್ಭುತ ವ್ಯಕ್ತಿತ್ವ ಹೊಂದಿದ್ದರು. ದಲಿತ ಸಮುದಾಯದ ಪರವಾಗಿ ಧ್ವನಿ ಎತ್ತಿದ ಅವರು ಕೇಂದ್ರ ಮಂತ್ರಿಯಾಗಿ ಸಾಕಷ್ಟು ಕೆಲಸ ಮಾಡಿದರು. ಅವರ ನಿಧನದಿಂದ ರಾಜ್ಯ ರಾಜಕಾರಣಕ್ಕೆ ತುಂಬಲಾರದ ನಷ್ಟವಾಗಿದೆ. ಸ್ವಾಭಿಮಾನದ ರಾಜಕಾರಣಿಯಾಗಿ ಅವರು ಎಲ್ಲರ ಮನಸ್ಸಿನಲ್ಲಿ ಉಳಿಯುತ್ತಾರೆ. ಅವರ ಆದರ್ಶಗಳು ಮುಂದಿನ ಪೀಳಿಗೆಗೆ ಮಾರ್ಗದರ್ಶಕವಾಗಲಿ.	[60, 996, 280, 1030]
amrutha-text: ನಿನ್ನ ವಾಣಿಗೆ ನಂಬುವುದಕ್ಕಿಂತ, ತಡವಾಗಿಯಾದರೂ ನಿಜವಾಗಿಯೇ ಒಳ್ಳೆಯದನ್ನು ಮಾಡುವುದು ಶ್ರೇಯಸ್ಕರ -ಸಂತ್ಯ	[65, 286, 275, 293]
article-2-title: ಶಿವನ ಅಕ್ಷಿಯ ಬಿಂದು ರುದ್ರಾಕ್ಷಿ	[374, 745, 840, 794]
author-photo	[305, 90, 353, 146]
article-2-col-2b	[454, 1106, 604, 1316]
letter-4-body	[60, 1158, 280, 1304]
reg-dot	[97, 1400, 106, 1409]
page-number: 4	[81, 53, 96, 77]
article-2-p7: ರುದ್ರಾಕ್ಷಿ ಧರಿಸುವ ಮೊದಲು ಅದನ್ನು ಶುದ್ಧೀಕರಿಸಿ ಪೂಜಿಸಬೇಕು. ಪಂಚಾಮೃತದಿಂದ ಅಭಿಷೇಕ ಮಾಡಿ ಓಂ ನಮಃ ಶಿವಾಯ ಮಂತ್ರ ಜಪಿಸಿ ಧರಿಸಬೇಕು. ಕೊರಳಲ್ಲಿ, ಕೈಯಲ್ಲಿ, ಕಿವಿಯಲ್ಲಿ ರುದ್ರಾಕ್ಷಿ ಧರಿಸುವ ಸಂಪ್ರದಾಯವಿದೆ. ವೀರಶೈವರು ರುದ್ರಾಕ್ಷಿಯನ್ನು ಅಷ್ಟಾವರಣಗಳಲ್ಲಿ ಒಂದೆಂದು ಪರಿಗಣಿಸುತ್ತಾರೆ. ಕರ್ನಾಟಕದ ಶಿವಭಕ್ತರು ರುದ್ರಾಕ್ಷಿಯನ್ನು ಅತ್ಯಂತ ಗೌರವದಿಂದ ಕಾಣುತ್ತಾರೆ. ಶಿವರಾತ್ರಿಯಂದು ರುದ್ರಾಕ್ಷಿ ಧಾರಣೆ ವಿಶೇಷ ಫಲ ನೀಡುತ್ತದೆ.	[454, 1160, 604, 1220]
masthead-info-box	[58, 184, 282, 260]
mm-editor: ಸಂಪಾದಕ: ಎಂ.ಗೋವಿಂದೇಗೌಡ M.A.	[123, 243, 217, 251]
article-1-p1	[302, 229, 452, 327]
imprint-line-2: Limited, 15-C Industrial 'A' Layout, Bannimantap, Mysore-570 015 and Published at 15-C Industrial 'A' Layout, Bannimantap, Mysore-570 015. Editor: M. Govinde Gowda Ph: 2496520 / 2496521 / 2496526 /	[52, 1343, 993, 1353]
article-1-p11: ಮಾನವ ಕುಲದ ವಿಶಿಷ್ಟ ಚೇತನರು ತಮ್ಮ ಅನುಭವಗಳನ್ನು ಸಾಹಿತ್ಯದ ಮೂಲಕ ಹಂಚಿಕೊಂಡಿದ್ದಾರೆ. ಉಪನಿಷತ್ತುಗಳು, ಭಗವದ್ಗೀತೆ ಮೊದಲಾದವು ದಾರ್ಶನಿಕ ಸಾಹಿತ್ಯ. ಜೀವನದ ಮೂಲಭೂತ ಪ್ರಶ್ನೆಗಳಿಗೆ ಉತ್ತರ ಹುಡುಕುವ ಪ್ರಯತ್ನ ಇವುಗಳಲ್ಲಿದೆ. ಕುವೆಂಪು, ಬೇಂದ್ರೆ ಮೊದಲಾದ ಕವಿಗಳ ಕಾವ್ಯದಲ್ಲಿಯೂ ದಾರ್ಶನಿಕತೆ ಕಾಣುತ್ತದೆ.	[766, 277, 916, 320]
bullet-icon	[60, 1145, 67, 1152]
reg-dot	[836, 1400, 845, 1409]
drop-cap: ಪ್ರ	[310, 229, 328, 259]
article-2-col-4	[756, 872, 916, 1316]
column-banner	[692, 94, 914, 138]
article-1-p7: ಅನೇಕ ಗ್ರಂಥಗಳ ಮುಖ್ಯ ಉದ್ದೇಶ ನೀತಿಯ ಬೋಧನೆ. ಇಂಗ್ಲಿಷಿನಲ್ಲಿ ಇಂತಹ ಸಾಹಿತ್ಯವನ್ನು Didactic Literature ಎಂದು ಕರೆಯುತ್ತಾರೆ. ಪಂಚತಂತ್ರ, ಹಿತೋಪದೇಶ ಕಥೆಗಳು ಇದಕ್ಕೆ ಉದಾಹರಣೆ. ಕಥೆಗಳ ಮೂಲಕ ಮಕ್ಕಳಿಗೆ ನೀತಿಯನ್ನು ಬೋಧಿಸಲಾಗುತ್ತಿತ್ತು. ಸರ್ವಜ್ಞನ ವಚನಗಳು, ಬಸವಣ್ಣನವರ ವಚನಗಳು ಜನರಿಗೆ ನೈತಿಕ ಮಾರ್ಗ ತೋರಿಸಿದವು. ರಾಮಾಯಣದ ಮುಖ್ಯ ಉದ್ದೇಶ 'ರಾಮನಂತೆ ನಡೆದುಕೊಳ್ಳಬೇಕು, ರಾವಣನಂತೆ ಅಲ್ಲ'.	[618, 232, 760, 291]
article-2-p10: ರುದ್ರಾಕ್ಷಿಯ ಕಾಯಿ ನೀಲಿ ಬಣ್ಣದಲ್ಲಿದ್ದು ಒಳಗೆ ಬೀಜವಿರುತ್ತದೆ. ಆ ಬೀಜವನ್ನೇ ರುದ್ರಾಕ್ಷಿ ಎನ್ನುವರು. ರುದ್ರಾಕ್ಷಿಯ ಮೇಲಿರುವ ಗೆರೆಗಳನ್ನು ಮುಖಗಳೆಂದು ಕರೆಯುತ್ತಾರೆ. ಒಂದು ಮುಖದಿಂದ ಇಪ್ಪತ್ತೊಂದು ಮುಖಗಳವರೆಗೆ ರುದ್ರಾಕ್ಷಿಗಳಿವೆ. ಪಂಚಮುಖಿ ರುದ್ರಾಕ್ಷಿ ಸಾಮಾನ್ಯವಾಗಿ ದೊರೆಯುತ್ತದೆ. ಏಕಮುಖಿ ರುದ್ರಾಕ್ಷಿ ಅಪರೂಪ ಹಾಗೂ ಅತ್ಯಂತ ಶ್ರೇಷ್ಠ.	[612, 926, 750, 977]
letter-3-signature: -ಚಿಕ್ಕಣ್ಣ ಎಲ್.ಪಿ, ಹುಣಸೂರು, ಮೈಸೂರು.	[188, 1118, 280, 1126]
letter-3-paragraph: ಶ್ರೀನಿವಾಸಪ್ರಸಾದ್ ಅವರು ರಾಜಕೀಯದಲ್ಲಿ ಅದ್ಭುತ ವ್ಯಕ್ತಿತ್ವ ಹೊಂದಿದ್ದರು. ದಲಿತ ಸಮುದಾಯದ ಪರವಾಗಿ ಧ್ವನಿ ಎತ್ತಿದ ಅವರು ಕೇಂದ್ರ ಮಂತ್ರಿಯಾಗಿ ಸಾಕಷ್ಟು ಕೆಲಸ ಮಾಡಿದರು. ಅವರ ನಿಧನದಿಂದ ರಾಜ್ಯ ರಾಜಕಾರಣಕ್ಕೆ ತುಂಬಲಾರದ ನಷ್ಟವಾಗಿದೆ. ಸ್ವಾಭಿಮಾನದ ರಾಜಕಾರಣಿಯಾಗಿ ಅವರು ಎಲ್ಲರ ಮನಸ್ಸಿನಲ್ಲಿ ಉಳಿಯುತ್ತಾರೆ. ಅವರ ಆದರ್ಶಗಳು ಮುಂದಿನ ಪೀಳಿಗೆಗೆ ಮಾರ್ಗದರ್ಶಕವಾಗಲಿ.	[60, 922, 280, 955]
mm-line2: (ಭೂಮಿಯ ಸತ್ಯದ ಮೇಲೆ ನಿಂತಿದೆ, ಸತ್ಯಕ್ಕಿಂತ ಮಿಗಿಲಾದ ಧರ್ಮವಿಲ್ಲ)	[104, 233, 236, 240]
letter-2-paragraph-2: ಮೈಸೂರು ಜಿಲ್ಲೆಯ ನಗರದ ಹಾಲುಕಡ ರಸ್ತೆಯಲ್ಲಿ ಗುಂಡಿಗಳು ಬಿದ್ದು ಸಂಚಾರಕ್ಕೆ ತೊಂದರೆಯಾಗಿದೆ. ಮಳೆ ಬಂದಾಗ ನೀರು ನಿಂತು ವಾಹನ ಸವಾರರು ಬೀಳುವ ಸ್ಥಿತಿ ನಿರ್ಮಾಣವಾಗಿದೆ. ಸಂಬಂಧಪಟ್ಟ ಇಲಾಖೆ ಕೂಡಲೇ ರಸ್ತೆ ದುರಸ್ತಿ ಮಾಡಿ ಸಾರ್ವಜನಿಕರಿಗೆ ಅನುಕೂಲ ಕಲ್ಪಿಸಬೇಕು. ಈ ರಸ್ತೆಯಲ್ಲಿ ಶಾಲಾ ಮಕ್ಕಳು ಓಡಾಡುವುದರಿಂದ ಅಪಾಯ ಸಂಭವಿಸುವ ಮೊದಲು ಕ್ರಮ ಕೈಗೊಳ್ಳಬೇಕು. ಗ್ರಾಮ ಪಂಚಾಯಿತಿ ಅಧಿಕಾರಿಗಳು ತಕ್ಷಣ ಗಮನಹರಿಸಬೇಕು. ರಸ್ತೆ ಅಗಲೀಕರಣ ಹಾಗೂ ಡಾಂಬರೀಕರಣ ಕಾರ್ಯ ಬೇಗ ನಡೆಯಲಿ.	[60, 774, 280, 816]
letters-header	[58, 350, 282, 368]
letter-3-title-text: ರಾಜಕಾರಣದ ಮುತ್ಸದ್ದಿ ಶ್ರೀನಿವಾಸಪ್ರಸಾದ್	[71, 905, 215, 918]
article-1-p4	[460, 232, 610, 292]
section-title: ಮೈಸೂರು ನಗರ	[112, 54, 209, 76]
imprint-line-3: 2496527 / 2496528. Fax: 0821-2496525. CITY OFFICES: Vishveswarya Building, III Floor, K.R. CIRCLE, MYSORE-570 001, Ph: 2431774 and No. 114, D. DEVARAJ URS ROAD (Opposite Big Bus), MYSORE-	[52, 1355, 968, 1365]
